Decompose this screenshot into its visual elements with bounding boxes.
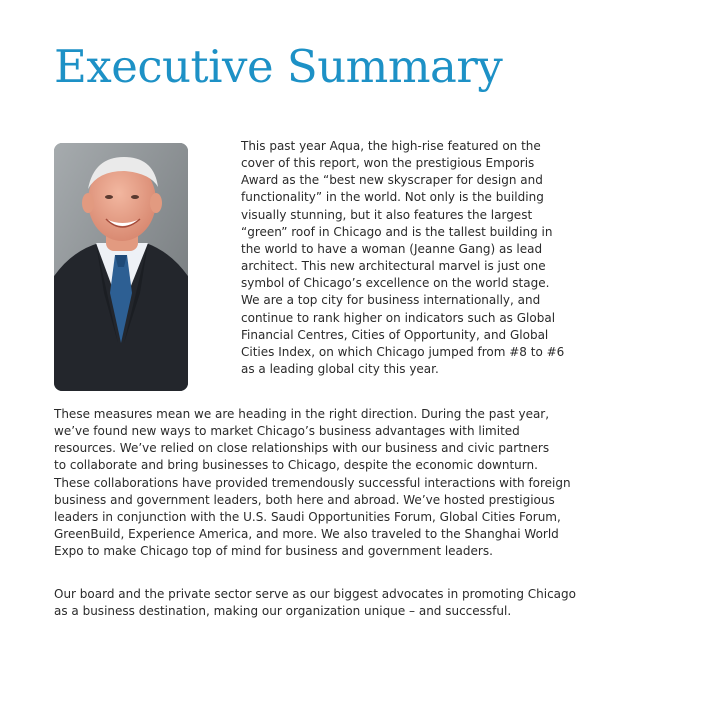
intro-paragraph bbox=[241, 138, 571, 378]
text-line: Our board and the private sector serve as our biggest advocates in promoting Chicago bbox=[54, 587, 576, 601]
text-line: Expo to make Chicago top of mind for business and government leaders. bbox=[54, 544, 493, 559]
text-line: leaders in conjunction with the U.S. Saudi Opportunities Forum, Global Cities Forum, bbox=[54, 509, 561, 524]
text-line: as a leading global city this year. bbox=[241, 362, 439, 377]
text-line: We are a top city for business internationally, and bbox=[241, 293, 541, 308]
text-line: as a business destination, making our organization unique – and successful. bbox=[54, 604, 512, 619]
text-line: continue to rank higher on indicators such as Global bbox=[241, 310, 556, 325]
text-line: to collaborate and bring businesses to Chicago, despite the economic downturn. bbox=[54, 458, 538, 473]
page-title: Executive Summary bbox=[54, 40, 503, 93]
text-line: visually stunning, but it also features the largest bbox=[241, 207, 533, 222]
text-line: Award as the “best new skyscraper for design and bbox=[241, 173, 543, 188]
text-line: functionality” in the world. Not only is the building bbox=[241, 190, 544, 205]
third-paragraph bbox=[54, 586, 574, 620]
text-line: we’ve found new ways to market Chicago’s business advantages with limited bbox=[54, 424, 520, 439]
text-line: These measures mean we are heading in the right direction. During the past year, bbox=[54, 407, 550, 421]
second-paragraph bbox=[54, 406, 574, 560]
text-line: business and government leaders, both here and abroad. We’ve hosted prestigious bbox=[54, 492, 555, 507]
portrait-illustration bbox=[54, 143, 188, 391]
text-line: symbol of Chicago’s excellence on the world stage. bbox=[241, 276, 550, 291]
text-line: resources. We’ve relied on close relationships with our business and civic partners bbox=[54, 441, 550, 456]
text-line: cover of this report, won the prestigious Emporis bbox=[241, 156, 535, 171]
text-line: These collaborations have provided tremendously successful interactions with foreign bbox=[54, 475, 571, 490]
text-line: GreenBuild, Experience America, and more. We also traveled to the Shanghai World bbox=[54, 527, 559, 542]
text-line: This past year Aqua, the high-rise featured on the bbox=[241, 139, 541, 153]
text-line: architect. This new architectural marvel is just one bbox=[241, 259, 546, 274]
text-line: “green” roof in Chicago and is the tallest building in bbox=[241, 224, 553, 239]
text-line: the world to have a woman (Jeanne Gang) as lead bbox=[241, 241, 543, 256]
text-line: Cities Index, on which Chicago jumped from #8 to #6 bbox=[241, 344, 565, 359]
portrait-photo bbox=[54, 143, 188, 391]
text-line: Financial Centres, Cities of Opportunity, and Global bbox=[241, 327, 549, 342]
